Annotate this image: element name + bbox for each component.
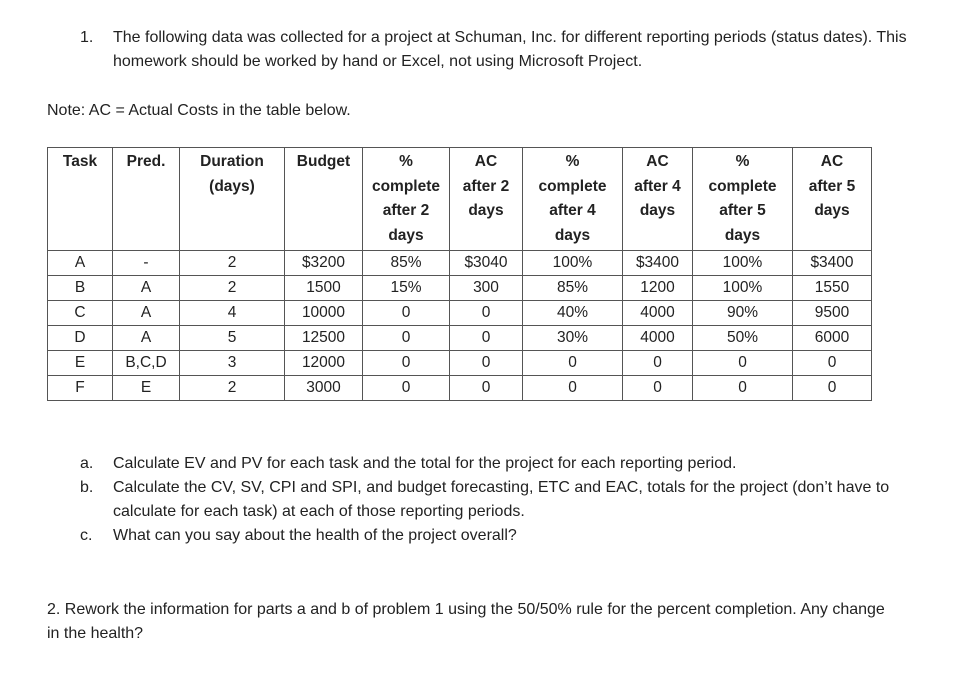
subquestion-label: a. [80,455,94,472]
question-1 [80,26,920,74]
cell-ac-4: 0 [623,376,693,401]
header-duration: Duration (days) [180,148,285,251]
subquestion-label: b. [80,479,94,496]
subquestion-text: Calculate EV and PV for each task and the total for the project for each reporting period. [113,455,737,472]
header-ac-2: AC after 2 days [450,148,523,251]
cell-pct-4: 85% [523,276,623,301]
cell-ac-4: 4000 [623,301,693,326]
cell-pct-5: 90% [693,301,793,326]
cell-pct-4: 100% [523,251,623,276]
cell-pct-5: 0 [693,351,793,376]
subquestion-label: c. [80,527,93,544]
cell-task: C [48,301,113,326]
header-ac-5: AC after 5 days [793,148,872,251]
cell-pct-5: 0 [693,376,793,401]
subquestion-text: Calculate the CV, SV, CPI and SPI, and budget forecasting, ETC and EAC, totals for the project (don’t have to calculate for each task) at each of those reporting periods. [113,479,890,520]
note: Note: AC = Actual Costs in the table below. [47,102,351,119]
cell-ac-4: 0 [623,351,693,376]
cell-duration: 5 [180,326,285,351]
cell-budget: 12500 [285,326,363,351]
cell-ac-2: 0 [450,351,523,376]
cell-task: E [48,351,113,376]
cell-ac-2: $3040 [450,251,523,276]
cell-ac-5: $3400 [793,251,872,276]
cell-pct-2: 0 [363,326,450,351]
cell-pct-2: 15% [363,276,450,301]
subquestion-a [80,452,900,476]
cell-ac-5: 0 [793,351,872,376]
cell-budget: $3200 [285,251,363,276]
cell-duration: 4 [180,301,285,326]
cell-budget: 12000 [285,351,363,376]
table-header-row [48,148,872,251]
cell-ac-4: $3400 [623,251,693,276]
cell-pred: A [113,326,180,351]
cell-task: F [48,376,113,401]
table-row [48,251,872,276]
header-pct-4: % complete after 4 days [523,148,623,251]
table-row [48,351,872,376]
cell-duration: 2 [180,276,285,301]
cell-ac-2: 300 [450,276,523,301]
cell-pct-5: 50% [693,326,793,351]
subquestion-c [80,524,900,548]
cell-pct-4: 0 [523,351,623,376]
table-row [48,276,872,301]
cell-ac-2: 0 [450,326,523,351]
cell-budget: 1500 [285,276,363,301]
cell-ac-5: 1550 [793,276,872,301]
cell-ac-4: 4000 [623,326,693,351]
cell-pct-2: 0 [363,301,450,326]
cell-pct-4: 40% [523,301,623,326]
header-pct-5: % complete after 5 days [693,148,793,251]
cell-pct-2: 0 [363,351,450,376]
cell-task: A [48,251,113,276]
cell-duration: 2 [180,251,285,276]
question-1-number: 1. [80,29,94,46]
header-budget: Budget [285,148,363,251]
cell-ac-4: 1200 [623,276,693,301]
cell-pct-5: 100% [693,251,793,276]
cell-pred: A [113,276,180,301]
cell-pred: B,C,D [113,351,180,376]
question-1-text: The following data was collected for a project at Schuman, Inc. for different reporting periods (status dates). This homework should be worked by hand or Excel, not using Microsoft Project. [113,29,907,70]
header-ac-4: AC after 4 days [623,148,693,251]
table-row [48,376,872,401]
cell-pct-2: 85% [363,251,450,276]
cell-pred: A [113,301,180,326]
cell-budget: 3000 [285,376,363,401]
cell-pct-5: 100% [693,276,793,301]
cell-ac-2: 0 [450,376,523,401]
cell-pct-4: 30% [523,326,623,351]
cell-duration: 3 [180,351,285,376]
project-data-table [47,147,872,401]
header-pct-2: % complete after 2 days [363,148,450,251]
cell-ac-2: 0 [450,301,523,326]
table-row [48,326,872,351]
cell-pred: - [113,251,180,276]
header-pred: Pred. [113,148,180,251]
cell-pred: E [113,376,180,401]
cell-task: B [48,276,113,301]
cell-ac-5: 6000 [793,326,872,351]
subquestions [80,452,900,548]
cell-pct-4: 0 [523,376,623,401]
subquestion-b [80,476,900,524]
header-task: Task [48,148,113,251]
cell-ac-5: 0 [793,376,872,401]
question-2: 2. Rework the information for parts a and b of problem 1 using the 50/50% rule for the percent completion. Any change in the health? [47,601,885,642]
table-row [48,301,872,326]
subquestion-text: What can you say about the health of the project overall? [113,527,517,544]
cell-budget: 10000 [285,301,363,326]
cell-pct-2: 0 [363,376,450,401]
cell-ac-5: 9500 [793,301,872,326]
cell-duration: 2 [180,376,285,401]
cell-task: D [48,326,113,351]
